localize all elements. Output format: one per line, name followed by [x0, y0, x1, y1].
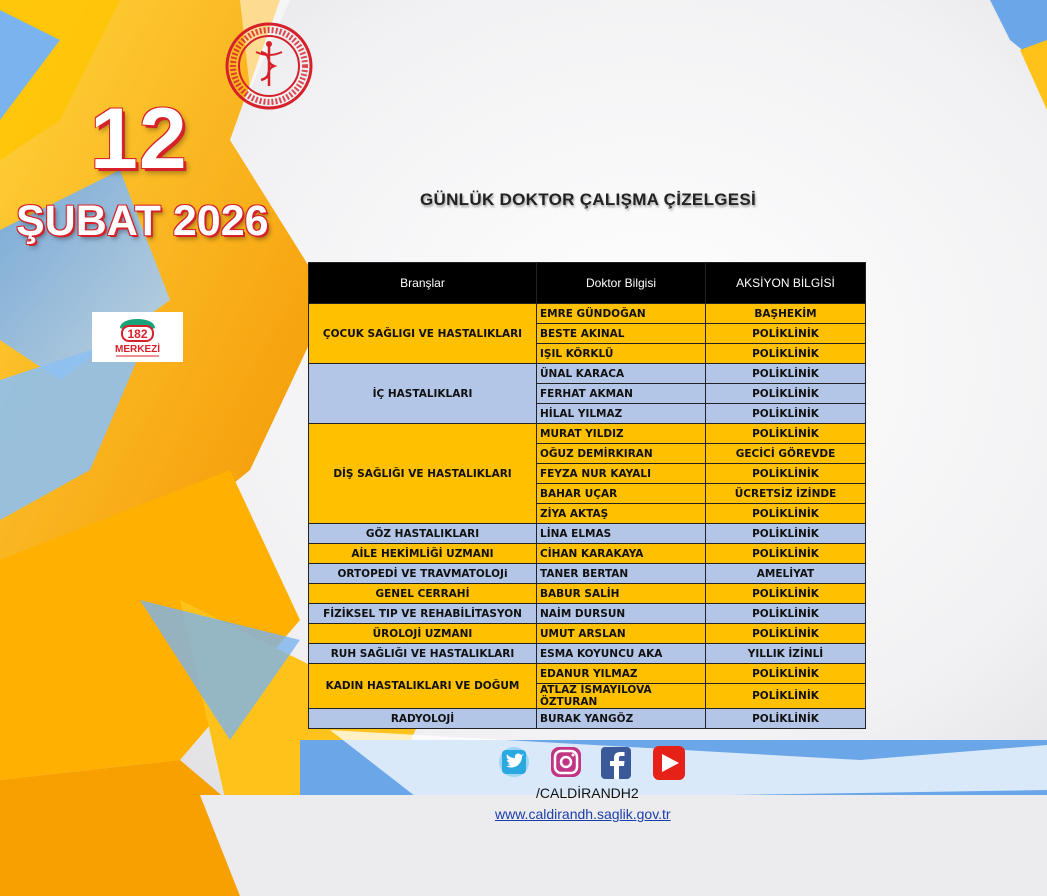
table-row: [309, 524, 866, 544]
header-action: AKSİYON BİLGİSİ: [706, 263, 866, 304]
header-doctor: Doktor Bilgisi: [537, 263, 706, 304]
action-cell: YILLIK İZİNLİ: [706, 644, 866, 664]
branch-cell: ÜROLOJİ UZMANI: [309, 624, 537, 644]
merkezi-182-logo[interactable]: [92, 312, 183, 362]
twitter-icon[interactable]: [499, 747, 529, 777]
action-cell: ÜCRETSİZ İZİNDE: [706, 484, 866, 504]
action-cell: POLİKLİNİK: [706, 664, 866, 684]
branch-cell: GENEL CERRAHİ: [309, 584, 537, 604]
table-row: [309, 709, 866, 729]
table-row: [309, 644, 866, 664]
table-row: [309, 364, 866, 384]
doctor-cell: IŞIL KÖRKLÜ: [537, 344, 706, 364]
branch-cell: GÖZ HASTALIKLARI: [309, 524, 537, 544]
action-cell: POLİKLİNİK: [706, 424, 866, 444]
doctor-cell: ATLAZ İSMAYILOVA ÖZTURAN: [537, 684, 706, 709]
action-cell: POLİKLİNİK: [706, 384, 866, 404]
facebook-icon[interactable]: [601, 747, 631, 779]
doctor-cell: HİLAL YILMAZ: [537, 404, 706, 424]
social-handle: /CALDİRANDH2: [536, 785, 639, 801]
table-row: [309, 584, 866, 604]
action-cell: POLİKLİNİK: [706, 584, 866, 604]
table-row: [309, 604, 866, 624]
svg-text:182: 182: [127, 327, 148, 341]
branch-cell: RADYOLOJİ: [309, 709, 537, 729]
action-cell: POLİKLİNİK: [706, 524, 866, 544]
doctor-cell: EDANUR YILMAZ: [537, 664, 706, 684]
doctor-cell: BESTE AKINAL: [537, 324, 706, 344]
date-month-year: ŞUBAT 2026: [16, 197, 269, 245]
action-cell: POLİKLİNİK: [706, 464, 866, 484]
svg-text:MERKEZİ: MERKEZİ: [115, 344, 160, 355]
doctor-cell: FERHAT AKMAN: [537, 384, 706, 404]
action-cell: POLİKLİNİK: [706, 404, 866, 424]
doctor-cell: CİHAN KARAKAYA: [537, 544, 706, 564]
action-cell: POLİKLİNİK: [706, 364, 866, 384]
health-ministry-seal: [216, 22, 322, 110]
doctor-cell: BAHAR UÇAR: [537, 484, 706, 504]
doctor-cell: UMUT ARSLAN: [537, 624, 706, 644]
action-cell: POLİKLİNİK: [706, 504, 866, 524]
branch-cell: AİLE HEKİMLİĞİ UZMANI: [309, 544, 537, 564]
doctor-cell: BURAK YANGÖZ: [537, 709, 706, 729]
branch-cell: RUH SAĞLIĞI VE HASTALIKLARI: [309, 644, 537, 664]
action-cell: POLİKLİNİK: [706, 344, 866, 364]
branch-cell: İÇ HASTALIKLARI: [309, 364, 537, 424]
instagram-icon[interactable]: [551, 747, 581, 777]
action-cell: POLİKLİNİK: [706, 544, 866, 564]
doctor-cell: TANER BERTAN: [537, 564, 706, 584]
action-cell: POLİKLİNİK: [706, 604, 866, 624]
doctor-cell: OĞUZ DEMİRKIRAN: [537, 444, 706, 464]
social-icons: [498, 744, 698, 784]
doctor-cell: ESMA KOYUNCU AKA: [537, 644, 706, 664]
action-cell: AMELİYAT: [706, 564, 866, 584]
youtube-icon[interactable]: [653, 746, 685, 780]
action-cell: GECİCİ GÖREVDE: [706, 444, 866, 464]
doctor-cell: EMRE GÜNDOĞAN: [537, 304, 706, 324]
doctor-cell: MURAT YILDIZ: [537, 424, 706, 444]
branch-cell: ÇOCUK SAĞLIGI VE HASTALIKLARI: [309, 304, 537, 364]
table-row: [309, 624, 866, 644]
doctor-cell: BABUR SALİH: [537, 584, 706, 604]
action-cell: POLİKLİNİK: [706, 324, 866, 344]
website-link[interactable]: www.caldirandh.saglik.gov.tr: [495, 806, 671, 822]
doctor-cell: ÜNAL KARACA: [537, 364, 706, 384]
action-cell: POLİKLİNİK: [706, 624, 866, 644]
doctor-cell: NAİM DURSUN: [537, 604, 706, 624]
doctor-schedule-table: [308, 262, 866, 729]
table-body: [309, 304, 866, 729]
table-row: [309, 564, 866, 584]
doctor-cell: FEYZA NUR KAYALI: [537, 464, 706, 484]
doctor-cell: LİNA ELMAS: [537, 524, 706, 544]
table-row: [309, 544, 866, 564]
branch-cell: ORTOPEDİ VE TRAVMATOLOJi: [309, 564, 537, 584]
table-header-row: [309, 263, 866, 304]
header-branches: Branşlar: [309, 263, 537, 304]
action-cell: POLİKLİNİK: [706, 709, 866, 729]
page-title: GÜNLÜK DOKTOR ÇALIŞMA ÇİZELGESİ: [420, 190, 757, 209]
phone-icon: [92, 312, 183, 362]
table-row: [309, 424, 866, 444]
table-row: [309, 304, 866, 324]
action-cell: POLİKLİNİK: [706, 684, 866, 709]
action-cell: BAŞHEKİM: [706, 304, 866, 324]
branch-cell: FİZİKSEL TIP VE REHABİLİTASYON: [309, 604, 537, 624]
table-row: [309, 664, 866, 684]
date-day: 12: [90, 91, 188, 187]
branch-cell: DİŞ SAĞLIĞI VE HASTALIKLARI: [309, 424, 537, 524]
doctor-cell: ZİYA AKTAŞ: [537, 504, 706, 524]
branch-cell: KADIN HASTALIKLARI VE DOĞUM: [309, 664, 537, 709]
